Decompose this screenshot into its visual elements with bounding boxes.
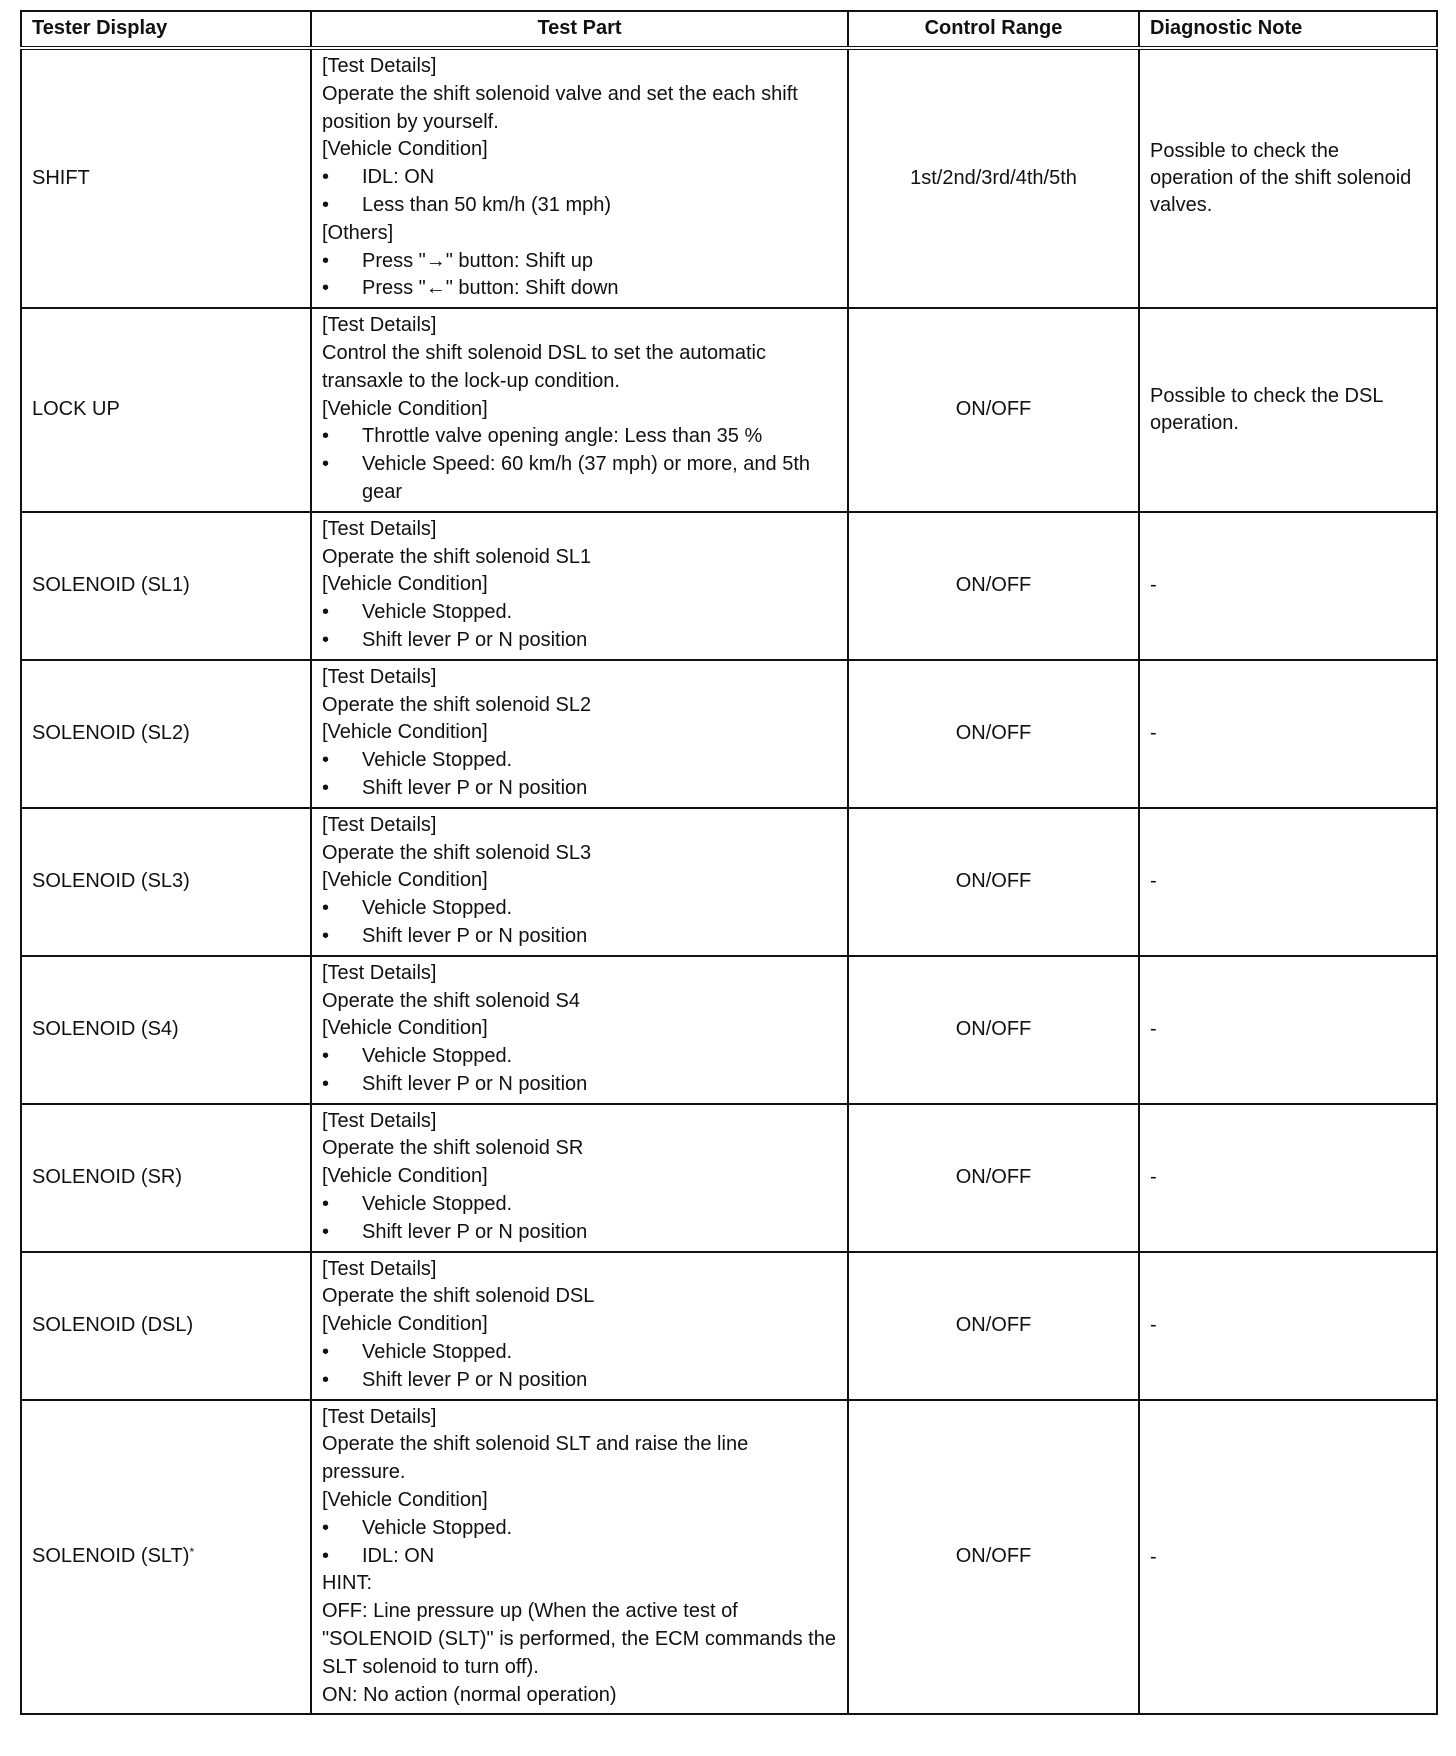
tester-display-cell: [21, 808, 311, 956]
table-row: [21, 956, 1437, 1104]
bullet-item: [322, 164, 837, 192]
bullet-text: Shift lever P or N position: [362, 1368, 588, 1391]
diagnostic-note-cell: -: [1139, 660, 1437, 808]
test-part-line: [Vehicle Condition]: [322, 573, 488, 596]
bullet-icon: •: [322, 1072, 330, 1095]
bullet-text: Vehicle Stopped.: [362, 1045, 513, 1068]
test-part-cell: [311, 660, 848, 808]
bullet-item: [322, 747, 837, 775]
active-test-table: [20, 10, 1438, 1715]
bullet-item: [322, 923, 837, 951]
bullet-text: Less than 50 km/h (31 mph): [362, 193, 612, 216]
control-range-cell: ON/OFF: [848, 956, 1139, 1104]
bullet-text: Vehicle Stopped.: [362, 1516, 513, 1539]
bullet-text: Press "←" button: Shift down: [362, 277, 619, 300]
bullet-icon: •: [322, 166, 330, 189]
bullet-text: Shift lever P or N position: [362, 628, 588, 651]
test-part-cell: [311, 956, 848, 1104]
bullet-icon: •: [322, 1341, 330, 1364]
table-row: [21, 512, 1437, 660]
tester-display-cell: [21, 512, 311, 660]
bullet-icon: •: [322, 1193, 330, 1216]
test-part-line: Operate the shift solenoid valve and set the each shift position by yourself.: [322, 82, 798, 133]
bullet-icon: •: [322, 249, 330, 272]
control-range-cell: ON/OFF: [848, 1104, 1139, 1252]
tester-display-label: SOLENOID (S4): [32, 1017, 179, 1040]
control-range-cell: ON/OFF: [848, 808, 1139, 956]
bullet-item: [322, 423, 837, 451]
bullet-icon: •: [322, 924, 330, 947]
bullet-text: Shift lever P or N position: [362, 776, 588, 799]
bullet-text: Vehicle Stopped.: [362, 1193, 513, 1216]
tester-display-label: SOLENOID (SL1): [32, 573, 190, 596]
test-part-cell: [311, 1252, 848, 1400]
test-part-line: [Others]: [322, 221, 394, 244]
footnote-marker: *: [189, 1545, 195, 1560]
bullet-icon: •: [322, 749, 330, 772]
bullet-item: [322, 1219, 837, 1247]
bullet-icon: •: [322, 628, 330, 651]
table-row: [21, 308, 1437, 512]
bullet-icon: •: [322, 601, 330, 624]
bullet-text: Vehicle Stopped.: [362, 1341, 513, 1364]
bullet-item: [322, 1191, 837, 1219]
test-part-line: [Vehicle Condition]: [322, 1017, 488, 1040]
table-row: [21, 1252, 1437, 1400]
diagnostic-note-cell: -: [1139, 1104, 1437, 1252]
test-part-line: OFF: Line pressure up (When the active test of "SOLENOID (SLT)" is performed, the ECM commands the SLT solenoid to turn off).: [322, 1600, 836, 1678]
document-page: [20, 10, 1436, 1715]
test-part-line: [Test Details]: [322, 961, 437, 984]
test-part-cell: [311, 48, 848, 308]
test-part-line: [Vehicle Condition]: [322, 1489, 488, 1512]
test-part-cell: [311, 308, 848, 512]
control-range-cell: ON/OFF: [848, 660, 1139, 808]
bullet-text: IDL: ON: [362, 166, 435, 189]
diagnostic-note-cell: -: [1139, 1252, 1437, 1400]
tester-display-label: SOLENOID (SL2): [32, 721, 190, 744]
control-range-cell: ON/OFF: [848, 512, 1139, 660]
test-part-line: Operate the shift solenoid SLT and raise the line pressure.: [322, 1433, 749, 1484]
bullet-text: IDL: ON: [362, 1544, 435, 1567]
bullet-item: [322, 248, 837, 276]
bullet-item: [322, 192, 837, 220]
table-body: [21, 48, 1437, 1714]
tester-display-label: SOLENOID (SLT): [32, 1545, 190, 1568]
diagnostic-note-cell: Possible to check the operation of the shift solenoid valves.: [1139, 48, 1437, 308]
test-part-line: Operate the shift solenoid S4: [322, 989, 580, 1012]
bullet-item: [322, 627, 837, 655]
bullet-text: Press "→" button: Shift up: [362, 249, 593, 272]
test-part-line: [Vehicle Condition]: [322, 721, 488, 744]
test-part-line: [Vehicle Condition]: [322, 1313, 488, 1336]
tester-display-cell: [21, 1252, 311, 1400]
test-part-line: Operate the shift solenoid SL1: [322, 545, 592, 568]
bullet-text: Vehicle Stopped.: [362, 749, 513, 772]
bullet-text: Vehicle Speed: 60 km/h (37 mph) or more, and 5th gear: [362, 453, 811, 503]
test-part-line: [Test Details]: [322, 55, 437, 77]
bullet-icon: •: [322, 453, 330, 476]
bullet-text: Shift lever P or N position: [362, 1072, 588, 1095]
bullet-item: [322, 1071, 837, 1099]
bullet-item: [322, 451, 837, 507]
bullet-icon: •: [322, 1368, 330, 1391]
test-part-line: [Vehicle Condition]: [322, 397, 488, 420]
diagnostic-note-cell: -: [1139, 956, 1437, 1104]
tester-display-cell: [21, 660, 311, 808]
diagnostic-note-cell: -: [1139, 808, 1437, 956]
tester-display-label: SOLENOID (DSL): [32, 1313, 194, 1336]
tester-display-cell: [21, 48, 311, 308]
control-range-cell: ON/OFF: [848, 308, 1139, 512]
header-control-range: Control Range: [848, 11, 1139, 48]
tester-display-cell: [21, 308, 311, 512]
test-part-line: [Vehicle Condition]: [322, 869, 488, 892]
control-range-cell: 1st/2nd/3rd/4th/5th: [848, 48, 1139, 308]
bullet-item: [322, 1515, 837, 1543]
test-part-cell: [311, 512, 848, 660]
tester-display-cell: [21, 956, 311, 1104]
bullet-item: [322, 1543, 837, 1571]
table-row: [21, 1104, 1437, 1252]
bullet-item: [322, 895, 837, 923]
test-part-cell: [311, 1400, 848, 1715]
test-part-line: [Test Details]: [322, 517, 437, 540]
test-part-line: HINT:: [322, 1572, 372, 1595]
header-diagnostic-note: Diagnostic Note: [1139, 11, 1437, 48]
test-part-line: Control the shift solenoid DSL to set the automatic transaxle to the lock-up condition.: [322, 341, 766, 392]
control-range-cell: ON/OFF: [848, 1400, 1139, 1715]
bullet-icon: •: [322, 1516, 330, 1539]
test-part-cell: [311, 808, 848, 956]
test-part-line: [Test Details]: [322, 813, 437, 836]
bullet-item: [322, 599, 837, 627]
tester-display-cell: [21, 1104, 311, 1252]
bullet-item: [322, 1367, 837, 1395]
bullet-text: Throttle valve opening angle: Less than 35 %: [362, 425, 763, 448]
test-part-cell: [311, 1104, 848, 1252]
bullet-icon: •: [322, 1220, 330, 1243]
bullet-text: Vehicle Stopped.: [362, 897, 513, 920]
bullet-icon: •: [322, 193, 330, 216]
tester-display-label: SHIFT: [32, 166, 90, 189]
test-part-line: Operate the shift solenoid SL2: [322, 693, 592, 716]
bullet-text: Vehicle Stopped.: [362, 601, 513, 624]
bullet-icon: •: [322, 897, 330, 920]
bullet-icon: •: [322, 1544, 330, 1567]
bullet-text: Shift lever P or N position: [362, 1220, 588, 1243]
header-test-part: Test Part: [311, 11, 848, 48]
test-part-line: ON: No action (normal operation): [322, 1683, 617, 1706]
bullet-text: Shift lever P or N position: [362, 924, 588, 947]
test-part-line: [Vehicle Condition]: [322, 1165, 488, 1188]
table-row: [21, 808, 1437, 956]
test-part-line: Operate the shift solenoid SR: [322, 1137, 584, 1160]
tester-display-label: SOLENOID (SL3): [32, 869, 190, 892]
test-part-line: [Vehicle Condition]: [322, 138, 488, 161]
test-part-line: [Test Details]: [322, 665, 437, 688]
bullet-item: [322, 1339, 837, 1367]
table-header-row: [21, 11, 1437, 48]
control-range-cell: ON/OFF: [848, 1252, 1139, 1400]
test-part-line: [Test Details]: [322, 1405, 437, 1428]
test-part-line: [Test Details]: [322, 1109, 437, 1132]
diagnostic-note-cell: -: [1139, 1400, 1437, 1715]
table-row: [21, 48, 1437, 308]
table-row: [21, 1400, 1437, 1715]
test-part-line: Operate the shift solenoid DSL: [322, 1285, 595, 1308]
bullet-icon: •: [322, 425, 330, 448]
bullet-icon: •: [322, 277, 330, 300]
bullet-icon: •: [322, 1045, 330, 1068]
bullet-item: [322, 275, 837, 303]
tester-display-label: SOLENOID (SR): [32, 1165, 183, 1188]
header-tester-display: Tester Display: [21, 11, 311, 48]
bullet-item: [322, 775, 837, 803]
test-part-line: [Test Details]: [322, 1257, 437, 1280]
diagnostic-note-cell: -: [1139, 512, 1437, 660]
bullet-icon: •: [322, 776, 330, 799]
test-part-line: [Test Details]: [322, 314, 437, 337]
table-row: [21, 660, 1437, 808]
diagnostic-note-cell: Possible to check the DSL operation.: [1139, 308, 1437, 512]
bullet-item: [322, 1043, 837, 1071]
tester-display-label: LOCK UP: [32, 398, 120, 421]
test-part-line: Operate the shift solenoid SL3: [322, 841, 592, 864]
tester-display-cell: [21, 1400, 311, 1715]
